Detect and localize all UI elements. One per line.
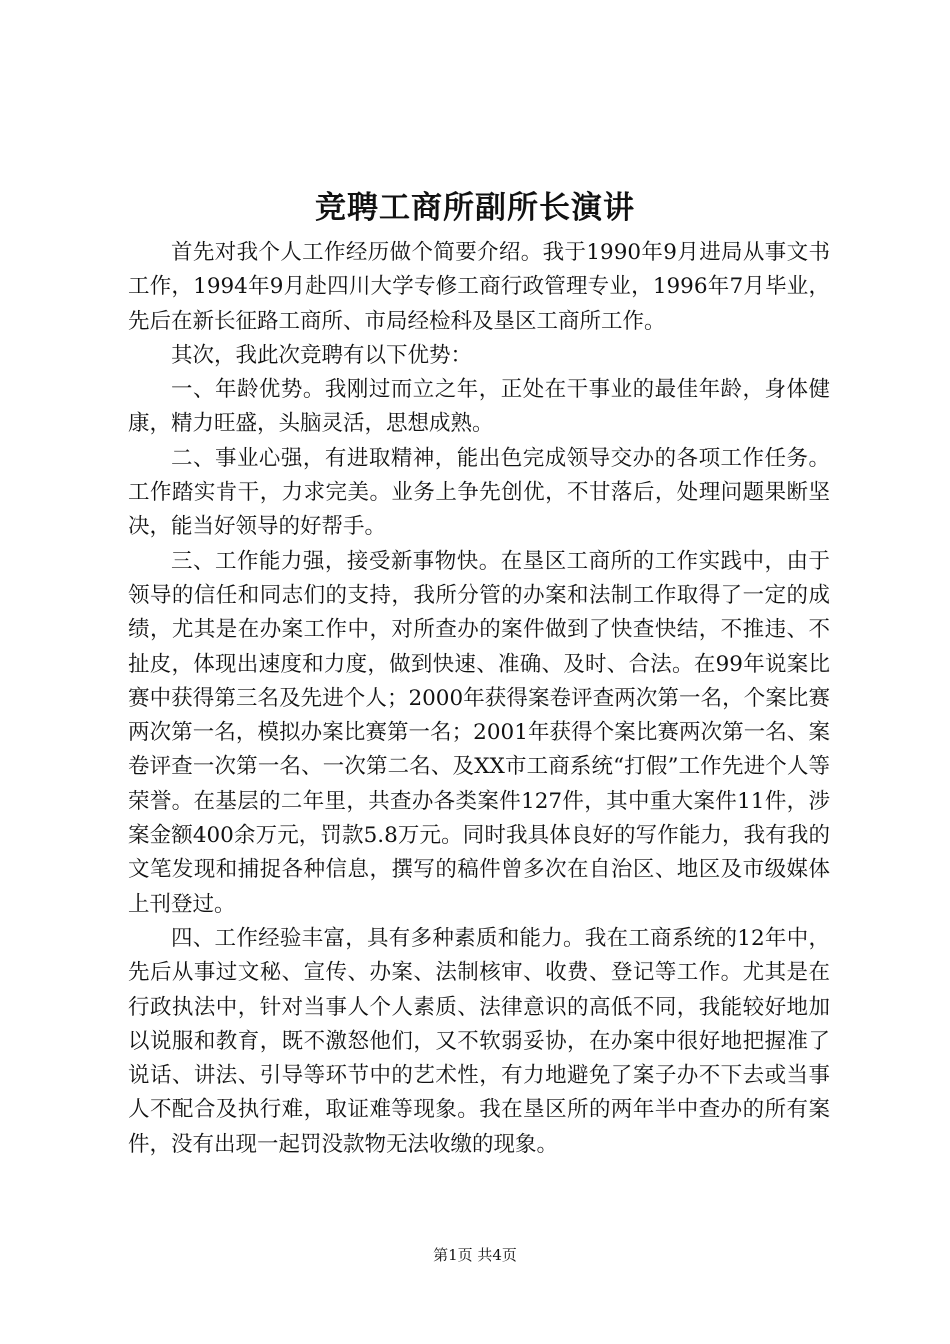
paragraph-advantage-age: 一、年龄优势。我刚过而立之年，正处在干事业的最佳年龄，身体健康，精力旺盛，头脑灵活，思想成熟。 (128, 377, 830, 437)
paragraph-advantages-heading: 其次，我此次竞聘有以下优势： (171, 342, 473, 368)
document-body (128, 236, 830, 1162)
paragraph-advantage-experience: 四、工作经验丰富，具有多种素质和能力。我在工商系统的12年中，先后从事过文秘、宣传、办案、法制核审、收费、登记等工作。尤其是在行政执法中，针对当事人个人素质、法律意识的高低不同，我能较好地加以说服和教育，既不激怒他们，又不软弱妥协，在办案中很好地把握准了说话、讲法、引导等环节中的艺术性，有力地避免了案子办不下去或当事人不配合及执行难，取证难等现象。我在垦区所的两年半中查办的所有案件，没有出现一起罚没款物无法收缴的现象。 (128, 925, 830, 1157)
page-number-footer: 第1页 共4页 (433, 1246, 517, 1264)
page-title: 竞聘工商所副所长演讲 (315, 190, 635, 226)
paragraph-intro: 首先对我个人工作经历做个简要介绍。我于1990年9月进局从事文书工作，1994年9月赴四川大学专修工商行政管理专业，1996年7月毕业，先后在新长征路工商所、市局经检科及垦区工商所工作。 (128, 240, 830, 334)
paragraph-advantage-ability: 三、工作能力强，接受新事物快。在垦区工商所的工作实践中，由于领导的信任和同志们的支持，我所分管的办案和法制工作取得了一定的成绩，尤其是在办案工作中，对所查办的案件做到了快查快结，不推违、不扯皮，体现出速度和力度，做到快速、准确、及时、合法。在99年说案比赛中获得第三名及先进个人；2000年获得案卷评查两次第一名，个案比赛两次第一名，模拟办案比赛第一名；2001年获得个案比赛两次第一名、案卷评查一次第一名、一次第二名、及XX市工商系统“打假”工作先进个人等荣誉。在基层的二年里，共查办各类案件127件，其中重大案件11件，涉案金额400余万元，罚款5.8万元。同时我具体良好的写作能力，我有我的文笔发现和捕捉各种信息，撰写的稿件曾多次在自治区、地区及市级媒体上刊登过。 (128, 548, 830, 917)
paragraph-advantage-career: 二、事业心强，有进取精神，能出色完成领导交办的各项工作任务。工作踏实肯干，力求完美。业务上争先创优，不甘落后，处理问题果断坚决，能当好领导的好帮手。 (128, 445, 830, 540)
